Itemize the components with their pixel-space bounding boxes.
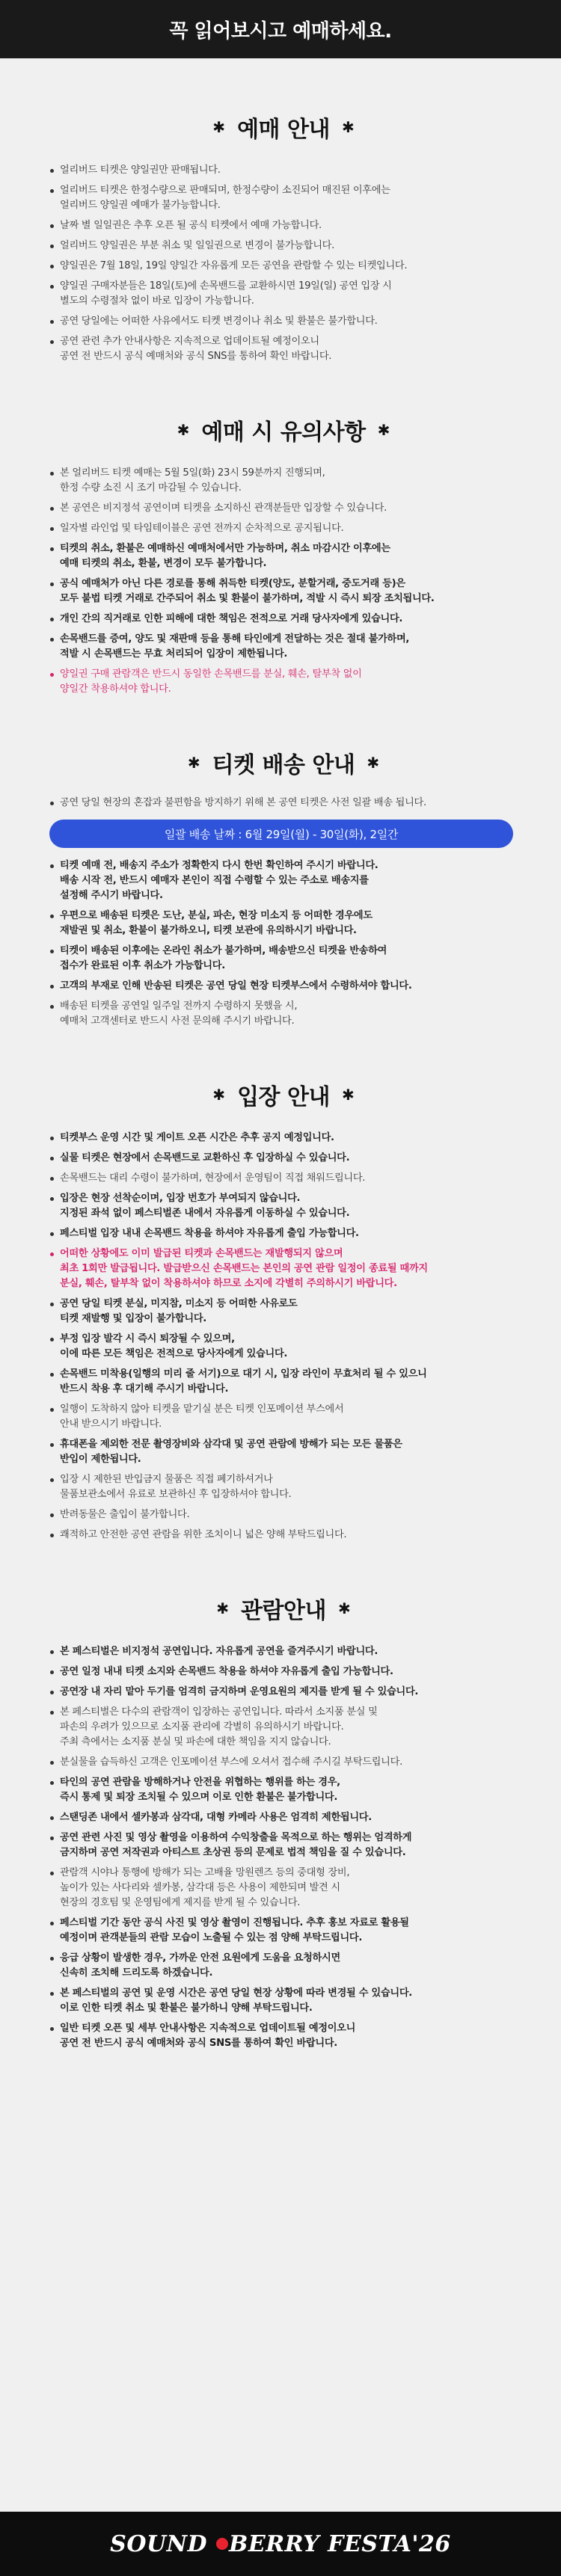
logo-word-sound: SOUND [110, 2530, 208, 2557]
notice-item: 양일권 구매자분들은 18일(토)에 손목밴드를 교환하시면 19일(일) 공연 입장 시 별도의 수령절차 없이 바로 입장이 가능합니다. [49, 279, 518, 309]
notice-item: 쾌적하고 안전한 공연 관람을 위한 조치이니 넓은 양해 부탁드립니다. [49, 1528, 518, 1543]
notice-item: 티켓의 취소, 환불은 예매하신 예매처에서만 가능하며, 취소 마감시간 이후에는 예매 티켓의 취소, 환불, 변경이 모두 불가합니다. [49, 541, 518, 571]
notice-item: 본 공연은 비지정석 공연이며 티켓을 소지하신 관객분들만 입장할 수 있습니다. [49, 501, 518, 516]
section-heading [49, 111, 518, 144]
asterisk-icon: ✱ [216, 1599, 230, 1617]
notice-item: 휴대폰을 제외한 전문 촬영장비와 삼각대 및 공연 관람에 방해가 되는 모든 물품은 반입이 제한됩니다. [49, 1437, 518, 1467]
notice-item: 본 페스티벌은 비지정석 공연입니다. 자유롭게 공연을 즐겨주시기 바랍니다. [49, 1644, 518, 1659]
notice-item: 타인의 공연 관람을 방해하거나 안전을 위협하는 행위를 하는 경우, 즉시 통제 및 퇴장 조치될 수 있으며 이로 인한 환불은 불가합니다. [49, 1775, 518, 1805]
section-title: 입장 안내 [237, 1084, 330, 1110]
notice-list [49, 163, 518, 364]
section-title: 티켓 배송 안내 [212, 752, 355, 778]
notice-item: 일행이 도착하지 않아 티켓을 맡기실 분은 티켓 인포메이션 부스에서 안내 받으시기 바랍니다. [49, 1402, 518, 1432]
notice-item: 관람객 시야나 통행에 방해가 되는 고배율 망원렌즈 등의 중대형 장비, 높이가 있는 사다리와 셀카봉, 삼각대 등은 사용이 제한되며 발견 시 현장의 경호팀 및 운영팀에게 제지를 받게 될 수 있습니다. [49, 1866, 518, 1911]
notice-item: 페스티벌 입장 내내 손목밴드 착용을 하셔야 자유롭게 출입 가능합니다. [49, 1226, 518, 1241]
notice-item: 티켓부스 운영 시간 및 게이트 오픈 시간은 추후 공지 예정입니다. [49, 1131, 518, 1146]
section-heading [49, 414, 518, 446]
section-heading [49, 746, 518, 779]
notice-list [49, 1131, 518, 1543]
notice-item: 반려동물은 출입이 불가합니다. [49, 1507, 518, 1522]
notice-item: 얼리버드 티켓은 한정수량으로 판매되며, 한정수량이 소진되어 매진된 이후에는 얼리버드 양일권 예매가 불가능합니다. [49, 183, 518, 213]
notice-item: 양일권은 7월 18일, 19일 양일간 자유롭게 모든 공연을 관람할 수 있는 티켓입니다. [49, 259, 518, 274]
notice-item: 페스티벌 기간 동안 공식 사진 및 영상 촬영이 진행됩니다. 추후 홍보 자료로 활용될 예정이며 관객분들의 관람 모습이 노출될 수 있는 점 양해 부탁드립니다. [49, 1916, 518, 1946]
section-booking-cautions [0, 414, 561, 697]
asterisk-icon: ✱ [187, 754, 200, 772]
asterisk-icon: ✱ [341, 118, 355, 136]
festival-logo [110, 2531, 451, 2557]
asterisk-icon: ✱ [341, 1086, 355, 1104]
section-booking-info [0, 111, 561, 364]
notice-list [49, 858, 518, 1029]
section-heading [49, 1078, 518, 1111]
top-banner [0, 0, 561, 58]
notice-list [49, 466, 518, 697]
notice-item: 손목밴드는 대리 수령이 불가하며, 현장에서 운영팀이 직접 채워드립니다. [49, 1171, 518, 1186]
notice-item: 입장은 현장 선착순이며, 입장 번호가 부여되지 않습니다. 지정된 좌석 없이 페스티벌존 내에서 자유롭게 이동하실 수 있습니다. [49, 1191, 518, 1221]
notice-item: 본 페스티벌은 다수의 관람객이 입장하는 공연입니다. 따라서 소지품 분실 및 파손의 우려가 있으므로 소지품 관리에 각별히 유의하시기 바랍니다. 주최 측에서는 소지품 분실 및 파손에 대한 책임을 지지 않습니다. [49, 1705, 518, 1750]
notice-item: 우편으로 배송된 티켓은 도난, 분실, 파손, 현장 미소지 등 어떠한 경우에도 재발권 및 취소, 환불이 불가하오니, 티켓 보관에 유의하시기 바랍니다. [49, 909, 518, 938]
intro-list [49, 796, 518, 811]
logo-word-berry: BERRY [229, 2530, 320, 2557]
notice-item: 일반 티켓 오픈 및 세부 안내사항은 지속적으로 업데이트될 예정이오니 공연 전 반드시 공식 예매처와 공식 SNS를 통하여 확인 바랍니다. [49, 2021, 518, 2051]
notice-item: 응급 상황이 발생한 경우, 가까운 안전 요원에게 도움을 요청하시면 신속히 조치해 드리도록 하겠습니다. [49, 1951, 518, 1981]
notice-item: 배송된 티켓을 공연일 일주일 전까지 수령하지 못했을 시, 예매처 고객센터로 반드시 사전 문의해 주시기 바랍니다. [49, 999, 518, 1029]
notice-item: 고객의 부재로 인해 반송된 티켓은 공연 당일 현장 티켓부스에서 수령하셔야 합니다. [49, 979, 518, 994]
notice-item: 날짜 별 일일권은 추후 오픈 될 공식 티켓에서 예매 가능합니다. [49, 218, 518, 233]
banner-title: 꼭 읽어보시고 예매하세요. [169, 19, 392, 43]
section-title: 예매 시 유의사항 [201, 419, 366, 446]
notice-item: 분실물을 습득하신 고객은 인포메이션 부스에 오셔서 접수해 주시길 부탁드립니다. [49, 1755, 518, 1770]
asterisk-icon: ✱ [337, 1599, 351, 1617]
footer [0, 2512, 561, 2576]
notice-item: 공연장 내 자리 맡아 두기를 엄격히 금지하며 운영요원의 제지를 받게 될 수 있습니다. [49, 1685, 518, 1700]
section-ticket-delivery [0, 746, 561, 1029]
notice-item: 얼리버드 티켓은 양일권만 판매됩니다. [49, 163, 518, 178]
notice-item: 손목밴드를 증여, 양도 및 재판매 등을 통해 타인에게 전달하는 것은 절대 불가하며, 적발 시 손목밴드는 무효 처리되어 입장이 제한됩니다. [49, 632, 518, 662]
notice-item: 일자별 라인업 및 타임테이블은 공연 전까지 순차적으로 공지됩니다. [49, 521, 518, 536]
notice-item: 본 얼리버드 티켓 예매는 5월 5일(화) 23시 59분까지 진행되며, 한정 수량 소진 시 조기 마감될 수 있습니다. [49, 466, 518, 496]
section-entry-info [0, 1078, 561, 1543]
asterisk-icon: ✱ [177, 421, 190, 439]
asterisk-icon: ✱ [212, 118, 226, 136]
notice-item: 공연 관련 사진 및 영상 촬영을 이용하여 수익창출을 목적으로 하는 행위는 엄격하게 금지하며 공연 저작권과 아티스트 초상권 등의 문제로 법적 책임을 질 수 있습니다. [49, 1830, 518, 1860]
notice-item: 실물 티켓은 현장에서 손목밴드로 교환하신 후 입장하실 수 있습니다. [49, 1151, 518, 1166]
notice-item: 입장 시 제한된 반입금지 물품은 직접 폐기하셔거나 물품보관소에서 유료로 보관하신 후 입장하셔야 합니다. [49, 1472, 518, 1502]
notice-item: 손목밴드 미착용(일행의 미리 줄 서기)으로 대기 시, 입장 라인이 무효처리 될 수 있으니 반드시 착용 후 대기해 주시기 바랍니다. [49, 1367, 518, 1397]
notice-item: 티켓 예매 전, 배송지 주소가 정확한지 다시 한번 확인하여 주시기 바랍니다. 배송 시작 전, 반드시 예매자 본인이 직접 수령할 수 있는 주소로 배송지를 설정해 주시기 바랍니다. [49, 858, 518, 903]
intro-note: 공연 당일 현장의 혼잡과 불편함을 방지하기 위해 본 공연 티켓은 사전 일괄 배송 됩니다. [49, 796, 518, 811]
notice-item: 스탠딩존 내에서 셀카봉과 삼각대, 대형 카메라 사용은 엄격히 제한됩니다. [49, 1810, 518, 1825]
notice-item: 공연 일정 내내 티켓 소지와 손목밴드 착용을 하셔야 자유롭게 출입 가능합니다. [49, 1664, 518, 1679]
section-heading [49, 1592, 518, 1625]
notice-item: 공연 당일 티켓 분실, 미지참, 미소지 등 어떠한 사유로도 티켓 재발행 및 입장이 불가합니다. [49, 1297, 518, 1327]
section-title: 예매 안내 [237, 117, 330, 143]
section-viewing-info [0, 1592, 561, 2051]
berry-dot-icon [216, 2538, 228, 2550]
notice-item: 양일권 구매 관람객은 반드시 동일한 손목밴드를 분실, 훼손, 탈부착 없이 양일간 착용하셔야 합니다. [49, 667, 518, 697]
notice-item: 어떠한 상황에도 이미 발급된 티켓과 손목밴드는 재발행되지 않으며 최초 1회만 발급됩니다. 발급받으신 손목밴드는 본인의 공연 관람 일정이 종료될 때까지 분실, 훼손, 탈부착 없이 착용하셔야 하므로 소지에 각별히 주의하시기 바랍니다. [49, 1246, 518, 1291]
notice-item: 공연 당일에는 어떠한 사유에서도 티켓 변경이나 취소 및 환불은 불가합니다. [49, 314, 518, 329]
notice-item: 개인 간의 직거래로 인한 피해에 대한 책임은 전적으로 거래 당사자에게 있습니다. [49, 612, 518, 627]
notice-item: 얼리버드 양일권은 부분 취소 및 일일권으로 변경이 불가능합니다. [49, 239, 518, 253]
section-title: 관람안내 [241, 1598, 326, 1624]
asterisk-icon: ✱ [377, 421, 390, 439]
asterisk-icon: ✱ [367, 754, 380, 772]
notice-item: 공식 예매처가 아닌 다른 경로를 통해 취득한 티켓(양도, 분할거래, 중도거래 등)은 모두 불법 티켓 거래로 간주되어 취소 및 환불이 불가하며, 적발 시 즉시 퇴장 조치됩니다. [49, 577, 518, 606]
notice-item: 부정 입장 발각 시 즉시 퇴장될 수 있으며, 이에 따른 모든 책임은 전적으로 당사자에게 있습니다. [49, 1332, 518, 1362]
delivery-date-pill: 일괄 배송 날짜 : 6월 29일(월) - 30일(화), 2일간 [49, 820, 513, 848]
asterisk-icon: ✱ [212, 1086, 226, 1104]
logo-word-festa: FESTA'26 [328, 2530, 451, 2557]
notice-item: 티켓이 배송된 이후에는 온라인 취소가 불가하며, 배송받으신 티켓을 반송하여 접수가 완료된 이후 취소가 가능합니다. [49, 944, 518, 974]
notice-list [49, 1644, 518, 2051]
notice-item: 공연 관련 추가 안내사항은 지속적으로 업데이트될 예정이오니 공연 전 반드시 공식 예매처와 공식 SNS를 통하여 확인 바랍니다. [49, 334, 518, 364]
notice-item: 본 페스티벌의 공연 및 운영 시간은 공연 당일 현장 상황에 따라 변경될 수 있습니다. 이로 인한 티켓 취소 및 환불은 불가하니 양해 부탁드립니다. [49, 1986, 518, 2016]
